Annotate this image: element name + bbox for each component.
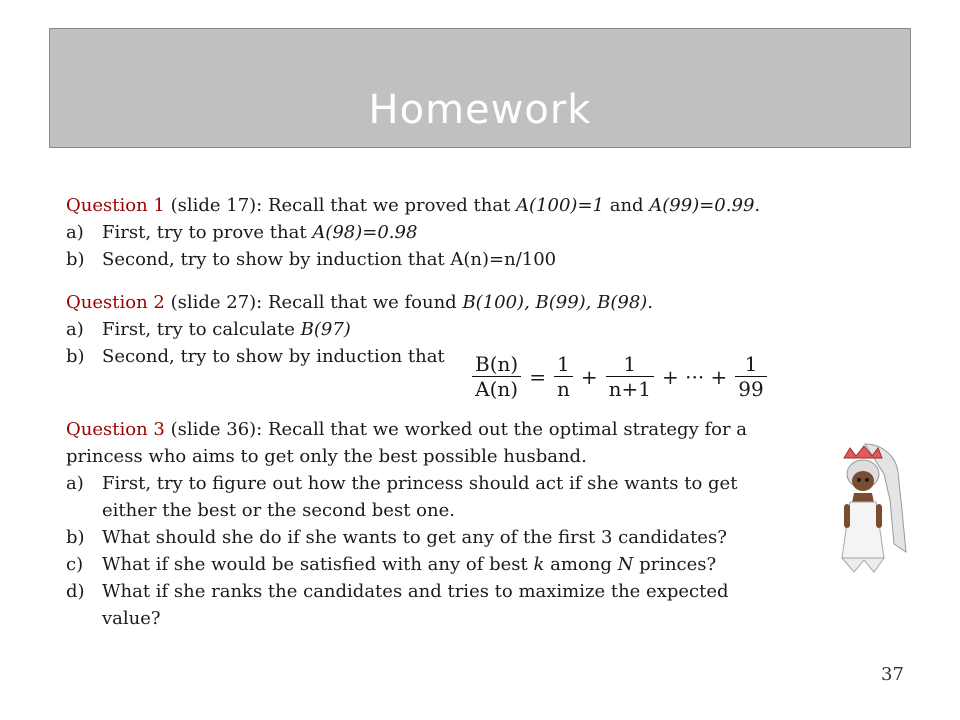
q1-value-a100: A(100)=1	[516, 195, 604, 216]
item-text: What if she ranks the candidates and tries to maximize the expected value?	[102, 581, 729, 629]
question-2-ref: (slide 27): Recall that we found	[164, 292, 463, 313]
lhs-denominator: A(n)	[475, 377, 519, 401]
q1-value-a98: A(98)=0.98	[312, 222, 418, 243]
item-text: First, try to prove that	[102, 222, 313, 243]
question-1-item-a	[66, 219, 776, 246]
term-2-numerator: 1	[606, 352, 654, 377]
term-1-numerator: 1	[554, 352, 573, 377]
item-label: a)	[66, 473, 84, 494]
question-3-item-a	[66, 470, 776, 524]
question-3-item-c	[66, 551, 776, 578]
q1-period: .	[754, 195, 761, 216]
question-2-item-a	[66, 316, 776, 343]
item-label: c)	[66, 554, 84, 575]
fraction-term-1	[554, 352, 573, 401]
question-3	[66, 416, 776, 632]
question-1-ref: (slide 17): Recall that we proved that	[164, 195, 517, 216]
item-label: a)	[66, 222, 84, 243]
title-banner	[49, 28, 911, 148]
item-text: First, try to calculate	[102, 319, 301, 340]
lhs-numerator: B(n)	[472, 352, 521, 377]
question-2-heading: Question 2	[66, 292, 165, 313]
question-3-item-b	[66, 524, 776, 551]
item-label: d)	[66, 581, 85, 602]
var-n: N	[617, 554, 634, 575]
item-text-end: princes?	[633, 554, 717, 575]
induction-formula	[468, 352, 771, 401]
question-3-item-d	[66, 578, 776, 632]
question-1-heading: Question 1	[66, 195, 165, 216]
question-1-item-b	[66, 246, 776, 273]
question-3-heading: Question 3	[66, 419, 165, 440]
q1-value-a99: A(99)=0.99	[649, 195, 755, 216]
item-label: b)	[66, 346, 85, 367]
item-label: a)	[66, 319, 84, 340]
fraction-lhs	[472, 352, 521, 401]
page-number: 37	[881, 664, 904, 685]
item-text: Second, try to show by induction that	[102, 346, 445, 367]
item-text: Second, try to show by induction that A(n)=n/100	[102, 249, 557, 270]
plus-sign: +	[580, 364, 598, 389]
princess-avatar	[810, 440, 920, 580]
item-text: What should she do if she wants to get any of the first 3 candidates?	[102, 527, 727, 548]
equals-sign: =	[529, 364, 546, 389]
question-2-intro	[66, 289, 776, 316]
term-2-denominator: n+1	[608, 377, 651, 401]
q1-and: and	[603, 195, 650, 216]
item-text-mid: among	[544, 554, 618, 575]
ellipsis-sum: + ··· +	[661, 364, 728, 389]
q2-values: B(100), B(99), B(98).	[462, 292, 654, 313]
q2-value-b97: B(97)	[300, 319, 351, 340]
term-1-denominator: n	[556, 377, 570, 401]
item-text: What if she would be satisfied with any of best	[102, 554, 534, 575]
fraction-term-2	[606, 352, 654, 401]
item-label: b)	[66, 527, 85, 548]
question-3-ref: (slide 36): Recall that we worked out the optimal strategy for a princess who aims to get only the best possible husband.	[66, 419, 748, 467]
fraction-term-3	[735, 352, 766, 401]
term-3-denominator: 99	[738, 377, 764, 401]
question-3-intro	[66, 416, 776, 470]
question-1	[66, 192, 776, 273]
slide-body	[66, 192, 776, 632]
item-text: First, try to figure out how the princess should act if she wants to get either the best or the second best one.	[102, 473, 738, 521]
slide-title: Homework	[368, 87, 592, 133]
var-k: k	[533, 554, 545, 575]
item-label: b)	[66, 249, 85, 270]
term-3-numerator: 1	[735, 352, 766, 377]
question-1-intro	[66, 192, 776, 219]
